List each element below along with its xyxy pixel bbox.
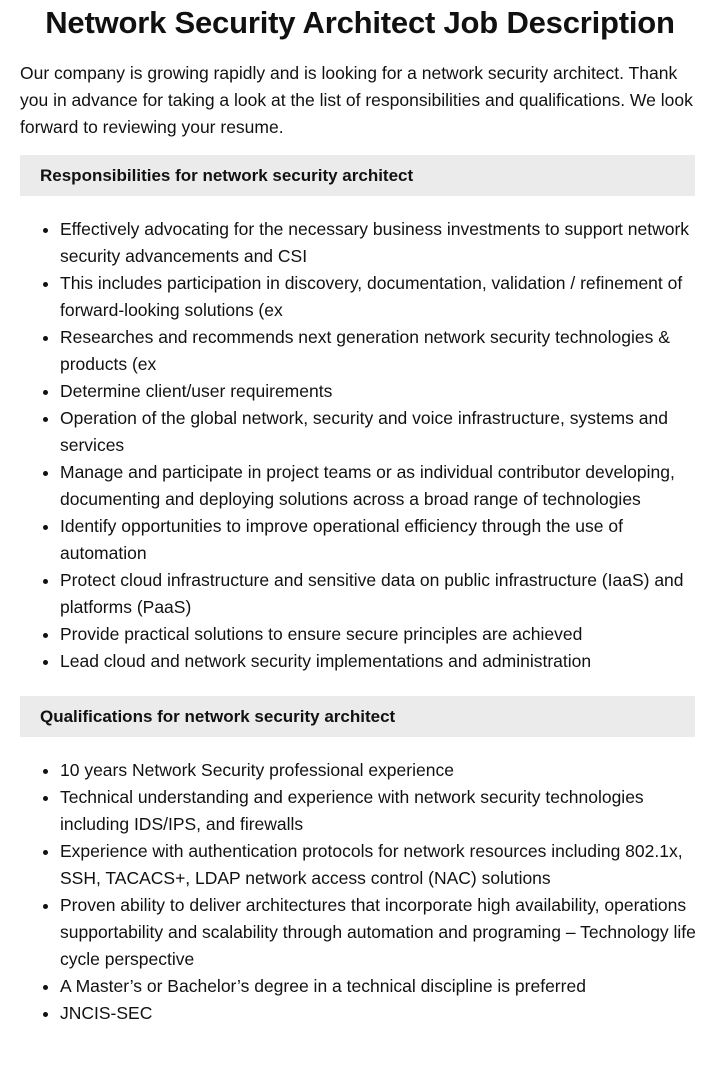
list-item: • Identify opportunities to improve operational efficiency through the use of automation xyxy=(60,513,700,567)
list-item: • Manage and participate in project teams or as individual contributor developing, documenting and deploying solutions across a broad range of technologies xyxy=(60,459,700,513)
qualifications-list xyxy=(0,757,700,1027)
list-item: • Technical understanding and experience with network security technologies including IDS/IPS, and firewalls xyxy=(60,784,700,838)
list-item: • JNCIS-SEC xyxy=(60,1000,700,1027)
list-item: • A Master’s or Bachelor’s degree in a technical discipline is preferred xyxy=(60,973,700,1000)
list-item: • Lead cloud and network security implementations and administration xyxy=(60,648,700,675)
list-item: • Operation of the global network, security and voice infrastructure, systems and services xyxy=(60,405,700,459)
responsibilities-list xyxy=(0,216,700,675)
list-item: • Protect cloud infrastructure and sensitive data on public infrastructure (IaaS) and platforms (PaaS) xyxy=(60,567,700,621)
list-item: • 10 years Network Security professional experience xyxy=(60,757,700,784)
list-item: • Experience with authentication protocols for network resources including 802.1x, SSH, TACACS+, LDAP network access control (NAC) solutions xyxy=(60,838,700,892)
list-item: • Determine client/user requirements xyxy=(60,378,700,405)
list-item: • This includes participation in discovery, documentation, validation / refinement of forward-looking solutions (ex xyxy=(60,270,700,324)
responsibilities-heading: Responsibilities for network security architect xyxy=(20,155,695,196)
list-item: • Proven ability to deliver architectures that incorporate high availability, operations supportability and scalability through automation and programing – Technology life cycle perspective xyxy=(60,892,700,973)
intro-paragraph: Our company is growing rapidly and is looking for a network security architect. Thank you in advance for taking a look at the list of responsibilities and qualifications. We look forward to reviewing your resume. xyxy=(20,63,693,137)
list-item: • Researches and recommends next generation network security technologies & products (ex xyxy=(60,324,700,378)
page-title: Network Security Architect Job Description xyxy=(45,5,675,40)
list-item: • Effectively advocating for the necessary business investments to support network security advancements and CSI xyxy=(60,216,700,270)
qualifications-heading: Qualifications for network security architect xyxy=(20,696,695,737)
list-item: • Provide practical solutions to ensure secure principles are achieved xyxy=(60,621,700,648)
